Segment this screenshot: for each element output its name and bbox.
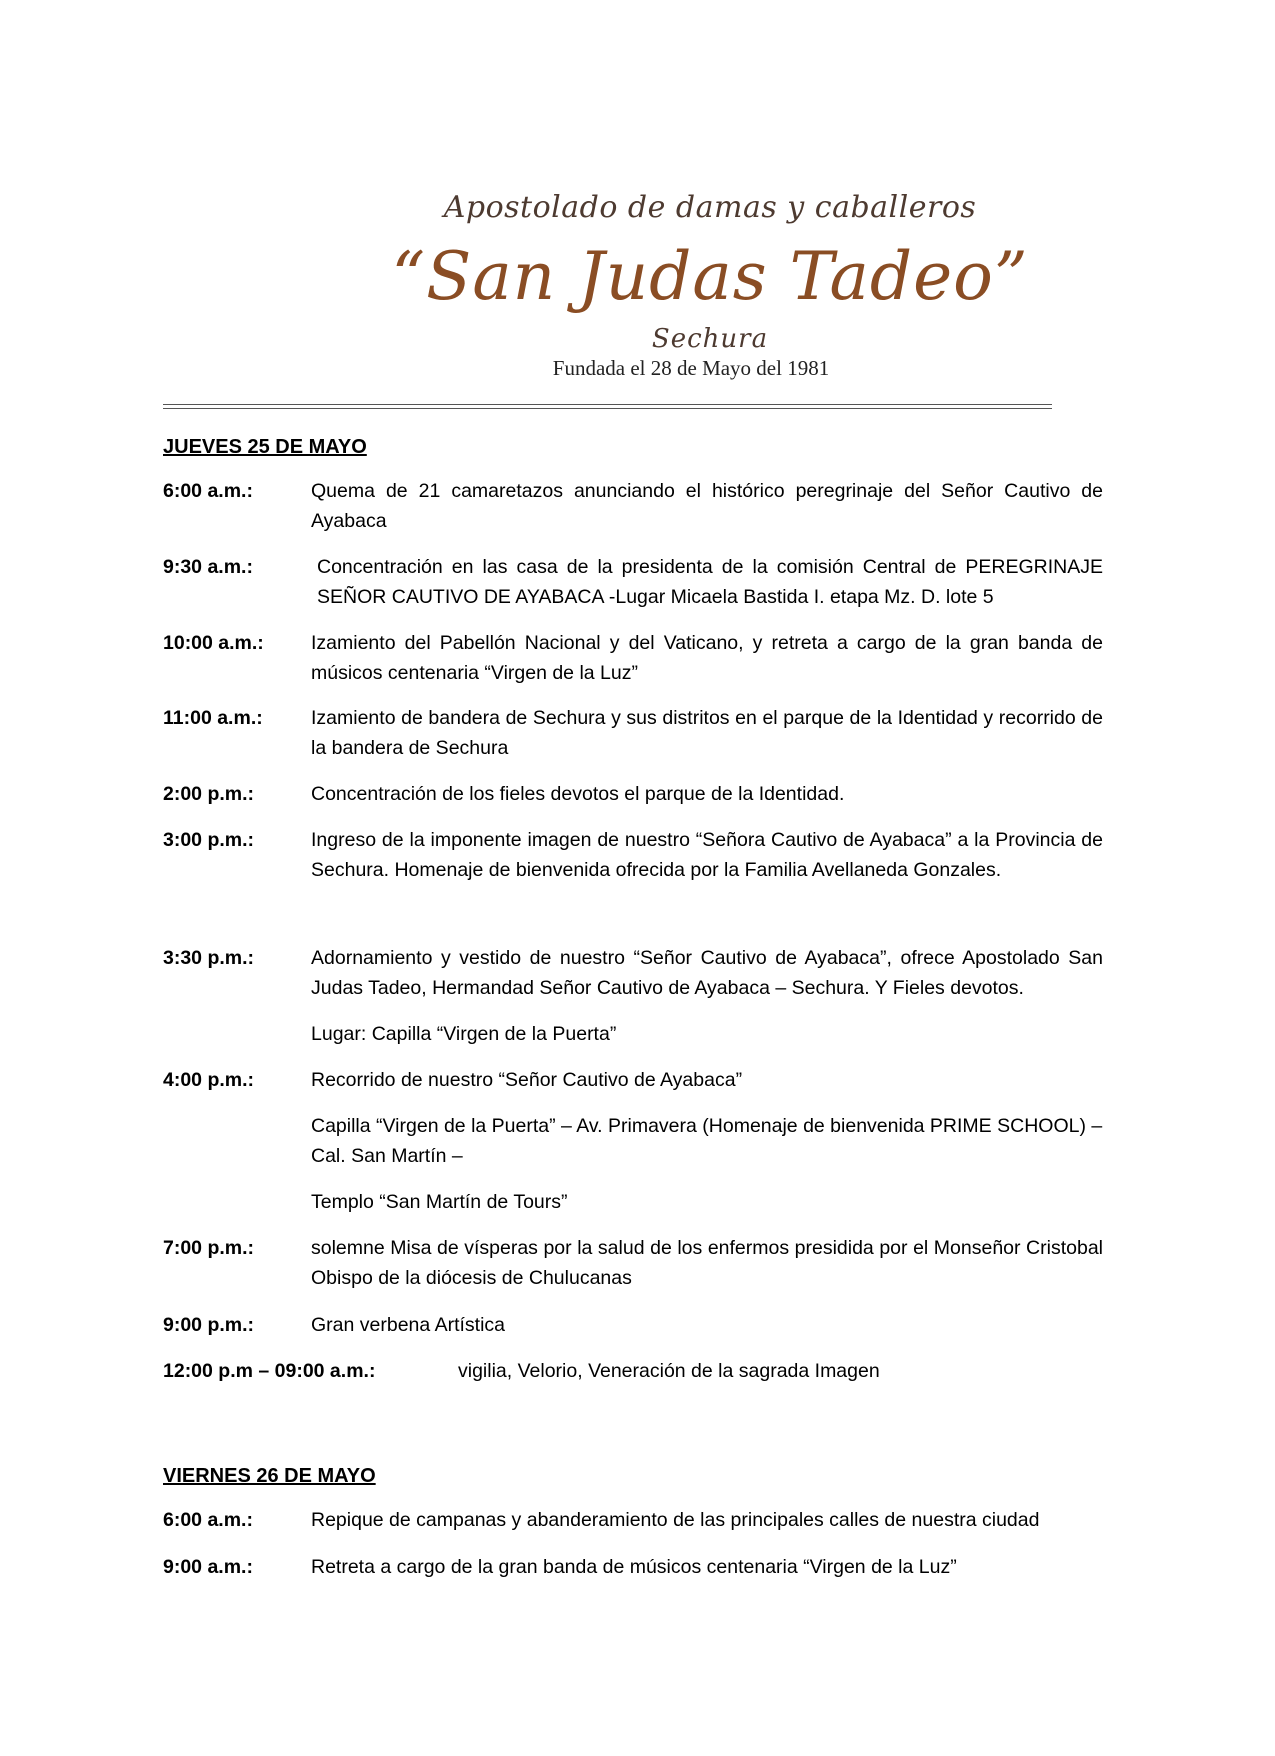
event-time: 3:00 p.m.: <box>163 829 255 851</box>
event-description: Concentración de los fieles devotos el parque de la Identidad. <box>311 783 845 805</box>
city-name: Sechura <box>651 324 769 354</box>
organization-name: “San Judas Tadeo” <box>391 238 1029 315</box>
event-time: 3:30 p.m.: <box>163 947 255 969</box>
event-description: vigilia, Velorio, Veneración de la sagrada Imagen <box>458 1360 880 1382</box>
event-time: 7:00 p.m.: <box>163 1237 255 1259</box>
event-description: Recorrido de nuestro “Señor Cautivo de Ayabaca” <box>311 1069 743 1091</box>
event-time: 9:00 a.m.: <box>163 1556 253 1578</box>
day-heading-thursday: JUEVES 25 DE MAYO <box>163 436 367 458</box>
event-time: 4:00 p.m.: <box>163 1069 255 1091</box>
event-route-end: Templo “San Martín de Tours” <box>311 1191 568 1213</box>
event-description: Quema de 21 camaretazos anunciando el histórico peregrinaje del Señor Cautivo de Ayabaca <box>311 480 1103 532</box>
event-route-note: Capilla “Virgen de la Puerta” – Av. Primavera (Homenaje de bienvenida PRIME SCHOOL) – Cal. San Martín – <box>311 1115 1103 1167</box>
event-description: Repique de campanas y abanderamiento de las principales calles de nuestra ciudad <box>311 1509 1040 1531</box>
event-description: Retreta a cargo de la gran banda de músicos centenaria “Virgen de la Luz” <box>311 1556 957 1578</box>
event-time: 6:00 a.m.: <box>163 1509 253 1531</box>
event-time: 10:00 a.m.: <box>163 632 264 654</box>
day-heading-friday: VIERNES 26 DE MAYO <box>163 1465 376 1487</box>
event-description: Concentración en las casa de la presidenta de la comisión Central de PEREGRINAJE SEÑOR CAUTIVO DE AYABACA -Lugar Micaela Bastida I. etapa Mz. D. lote 5 <box>317 556 1103 608</box>
event-description: Ingreso de la imponente imagen de nuestro “Señora Cautivo de Ayabaca” a la Provincia de Sechura. Homenaje de bienvenida ofrecida por la Familia Avellaneda Gonzales. <box>311 829 1103 881</box>
event-time: 9:00 p.m.: <box>163 1314 255 1336</box>
event-time: 6:00 a.m.: <box>163 480 253 502</box>
event-description: Gran verbena Artística <box>311 1314 506 1336</box>
event-time: 11:00 a.m.: <box>163 707 263 729</box>
event-location-note: Lugar: Capilla “Virgen de la Puerta” <box>311 1023 617 1045</box>
founded-date: Fundada el 28 de Mayo del 1981 <box>552 356 830 380</box>
event-time: 9:30 a.m.: <box>163 556 253 578</box>
event-time: 12:00 p.m – 09:00 a.m.: <box>163 1360 376 1382</box>
event-description: Izamiento de bandera de Sechura y sus distritos en el parque de la Identidad y recorrido de la bandera de Sechura <box>311 707 1103 759</box>
organization-subtitle: Apostolado de damas y caballeros <box>443 190 977 225</box>
event-description: solemne Misa de vísperas por la salud de los enfermos presidida por el Monseñor Cristobal Obispo de la diócesis de Chulucanas <box>311 1237 1103 1289</box>
event-description: Izamiento del Pabellón Nacional y del Vaticano, y retreta a cargo de la gran banda de músicos centenaria “Virgen de la Luz” <box>311 632 1103 684</box>
event-description: Adornamiento y vestido de nuestro “Señor Cautivo de Ayabaca”, ofrece Apostolado San Judas Tadeo, Hermandad Señor Cautivo de Ayabaca – Sechura. Y Fieles devotos. <box>311 947 1103 999</box>
event-time: 2:00 p.m.: <box>163 783 255 805</box>
header-divider <box>163 404 1052 409</box>
